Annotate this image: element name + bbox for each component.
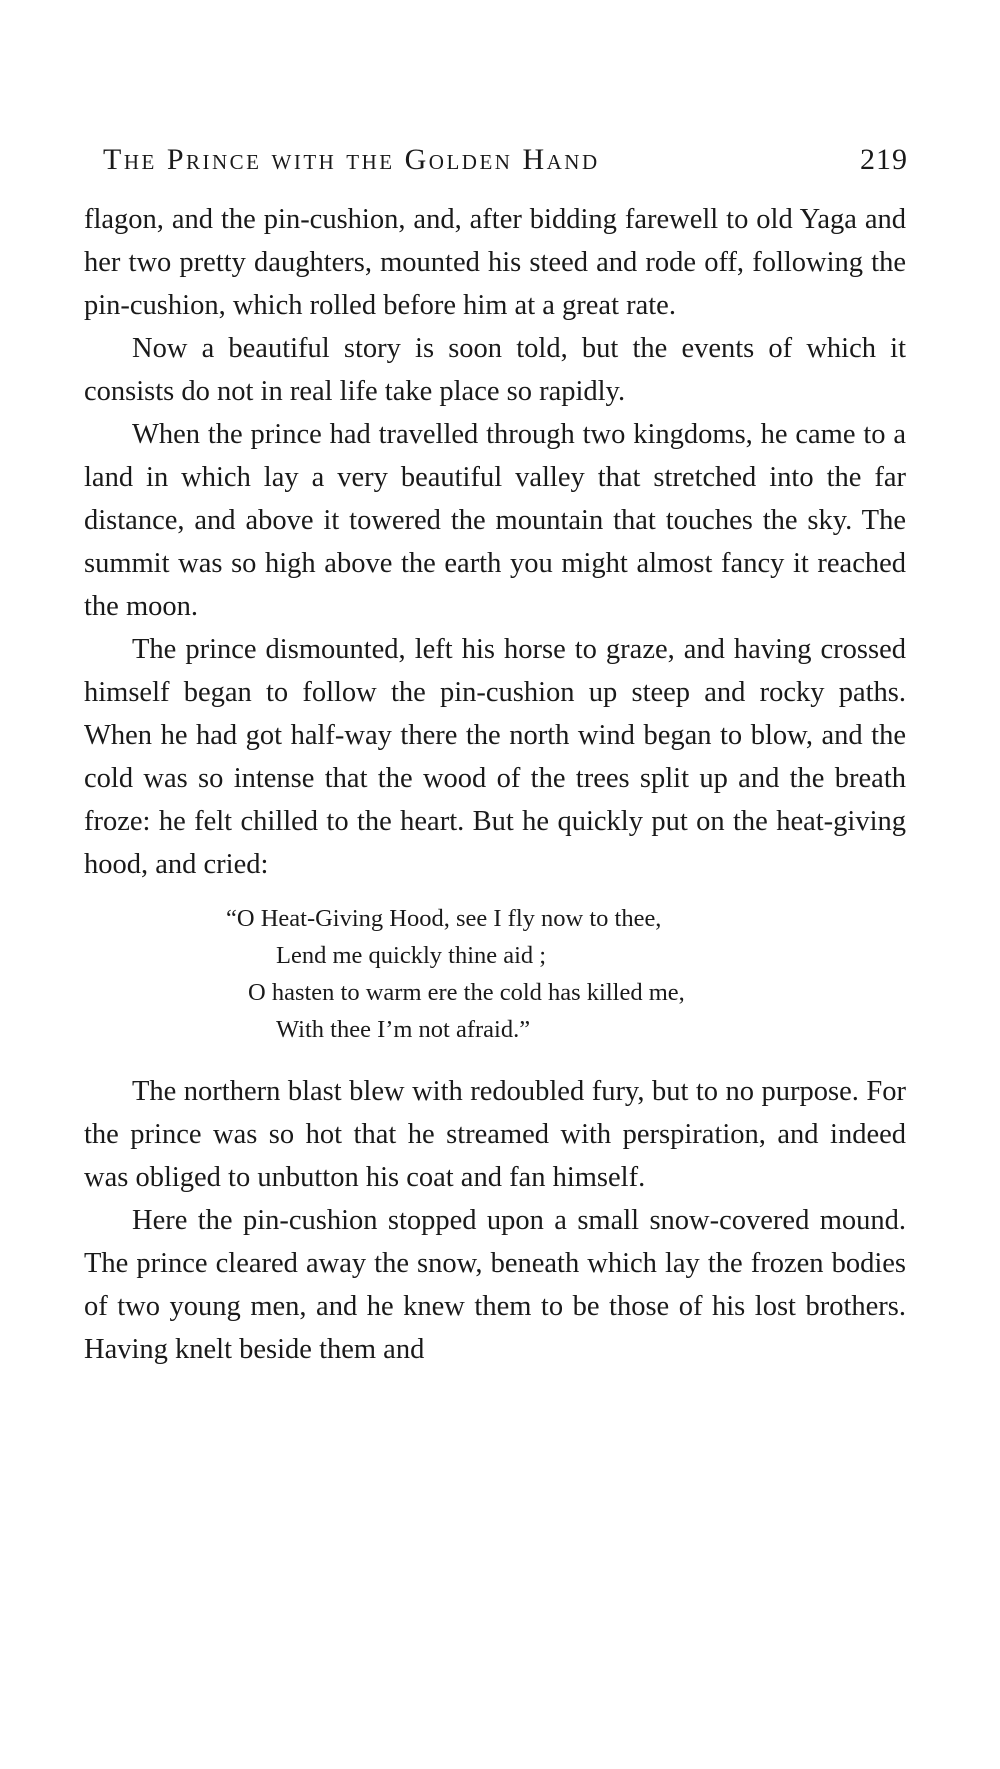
verse-line: “O Heat-Giving Hood, see I fly now to thee,: [226, 905, 662, 932]
verse: [84, 900, 906, 1048]
verse-line: O hasten to warm ere the cold has killed me,: [248, 979, 685, 1006]
running-head: [103, 140, 908, 180]
paragraph-continued: flagon, and the pin-cushion, and, after bidding farewell to old Yaga and her two pretty daughters, mounted his steed and rode off, following the pin-cushion, which rolled before him at a great rate.: [84, 204, 906, 321]
paragraph: Here the pin-cushion stopped upon a small snow-covered mound. The prince cleared away the snow, beneath which lay the frozen bodies of two young men, and he knew them to be those of his lost brothers. Having knelt beside them and: [84, 1205, 906, 1365]
paragraph: When the prince had travelled through two kingdoms, he came to a land in which lay a very beautiful valley that stretched into the far distance, and above it towered the mountain that touches the sky. The summit was so high above the earth you might almost fancy it reached the moon.: [84, 419, 906, 622]
paragraph: The prince dismounted, left his horse to graze, and having crossed himself began to follow the pin-cushion up steep and rocky paths. When he had got half-way there the north wind began to blow, and the cold was so intense that the wood of the trees split up and the breath froze: he felt chilled to the heart. But he quickly put on the heat-giving hood, and cried:: [84, 634, 906, 880]
body-text: [84, 198, 906, 1371]
page-number: 219: [860, 143, 908, 176]
paragraph: Now a beautiful story is soon told, but the events of which it consists do not in real life take place so rapidly.: [84, 333, 906, 407]
verse-line: Lend me quickly thine aid ;: [276, 942, 547, 969]
paragraph: The northern blast blew with redoubled fury, but to no purpose. For the prince was so hot that he streamed with perspiration, and indeed was obliged to unbutton his coat and fan himself.: [84, 1076, 906, 1193]
running-title: The Prince with the Golden Hand: [103, 143, 600, 176]
verse-line: With thee I’m not afraid.”: [276, 1016, 531, 1043]
